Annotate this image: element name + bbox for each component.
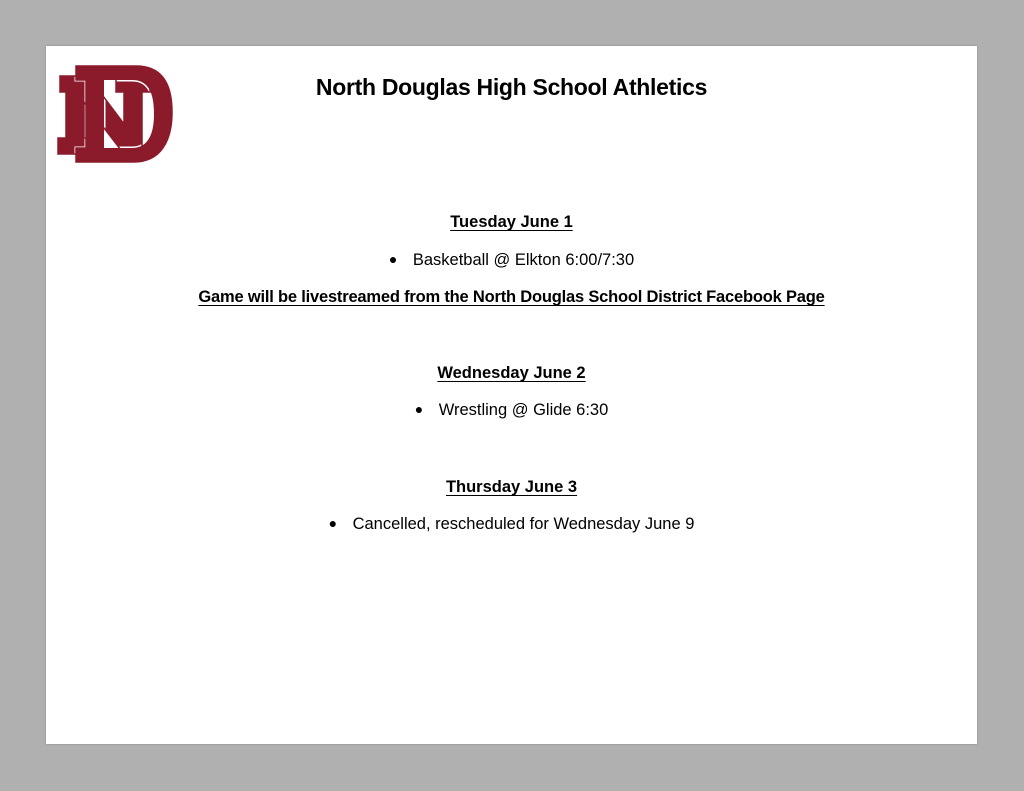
day-heading-wednesday: Wednesday June 2 <box>437 364 586 382</box>
list-item <box>46 515 977 534</box>
day-heading-tuesday: Tuesday June 1 <box>450 213 573 231</box>
list-item <box>46 401 977 420</box>
bullet-icon: ● <box>414 401 424 417</box>
livestream-note: Game will be livestreamed from the North Douglas School District Facebook Page <box>198 288 825 306</box>
event-text: Basketball @ Elkton 6:00/7:30 <box>412 251 635 269</box>
event-text: Wrestling @ Glide 6:30 <box>438 401 609 419</box>
document-page <box>46 46 977 744</box>
page-title: North Douglas High School Athletics <box>315 74 708 100</box>
day-heading-thursday: Thursday June 3 <box>445 478 578 496</box>
event-text: Cancelled, rescheduled for Wednesday June 9 <box>352 515 695 533</box>
bullet-icon: ● <box>328 515 338 531</box>
list-item <box>46 251 977 270</box>
bullet-icon: ● <box>388 251 398 267</box>
